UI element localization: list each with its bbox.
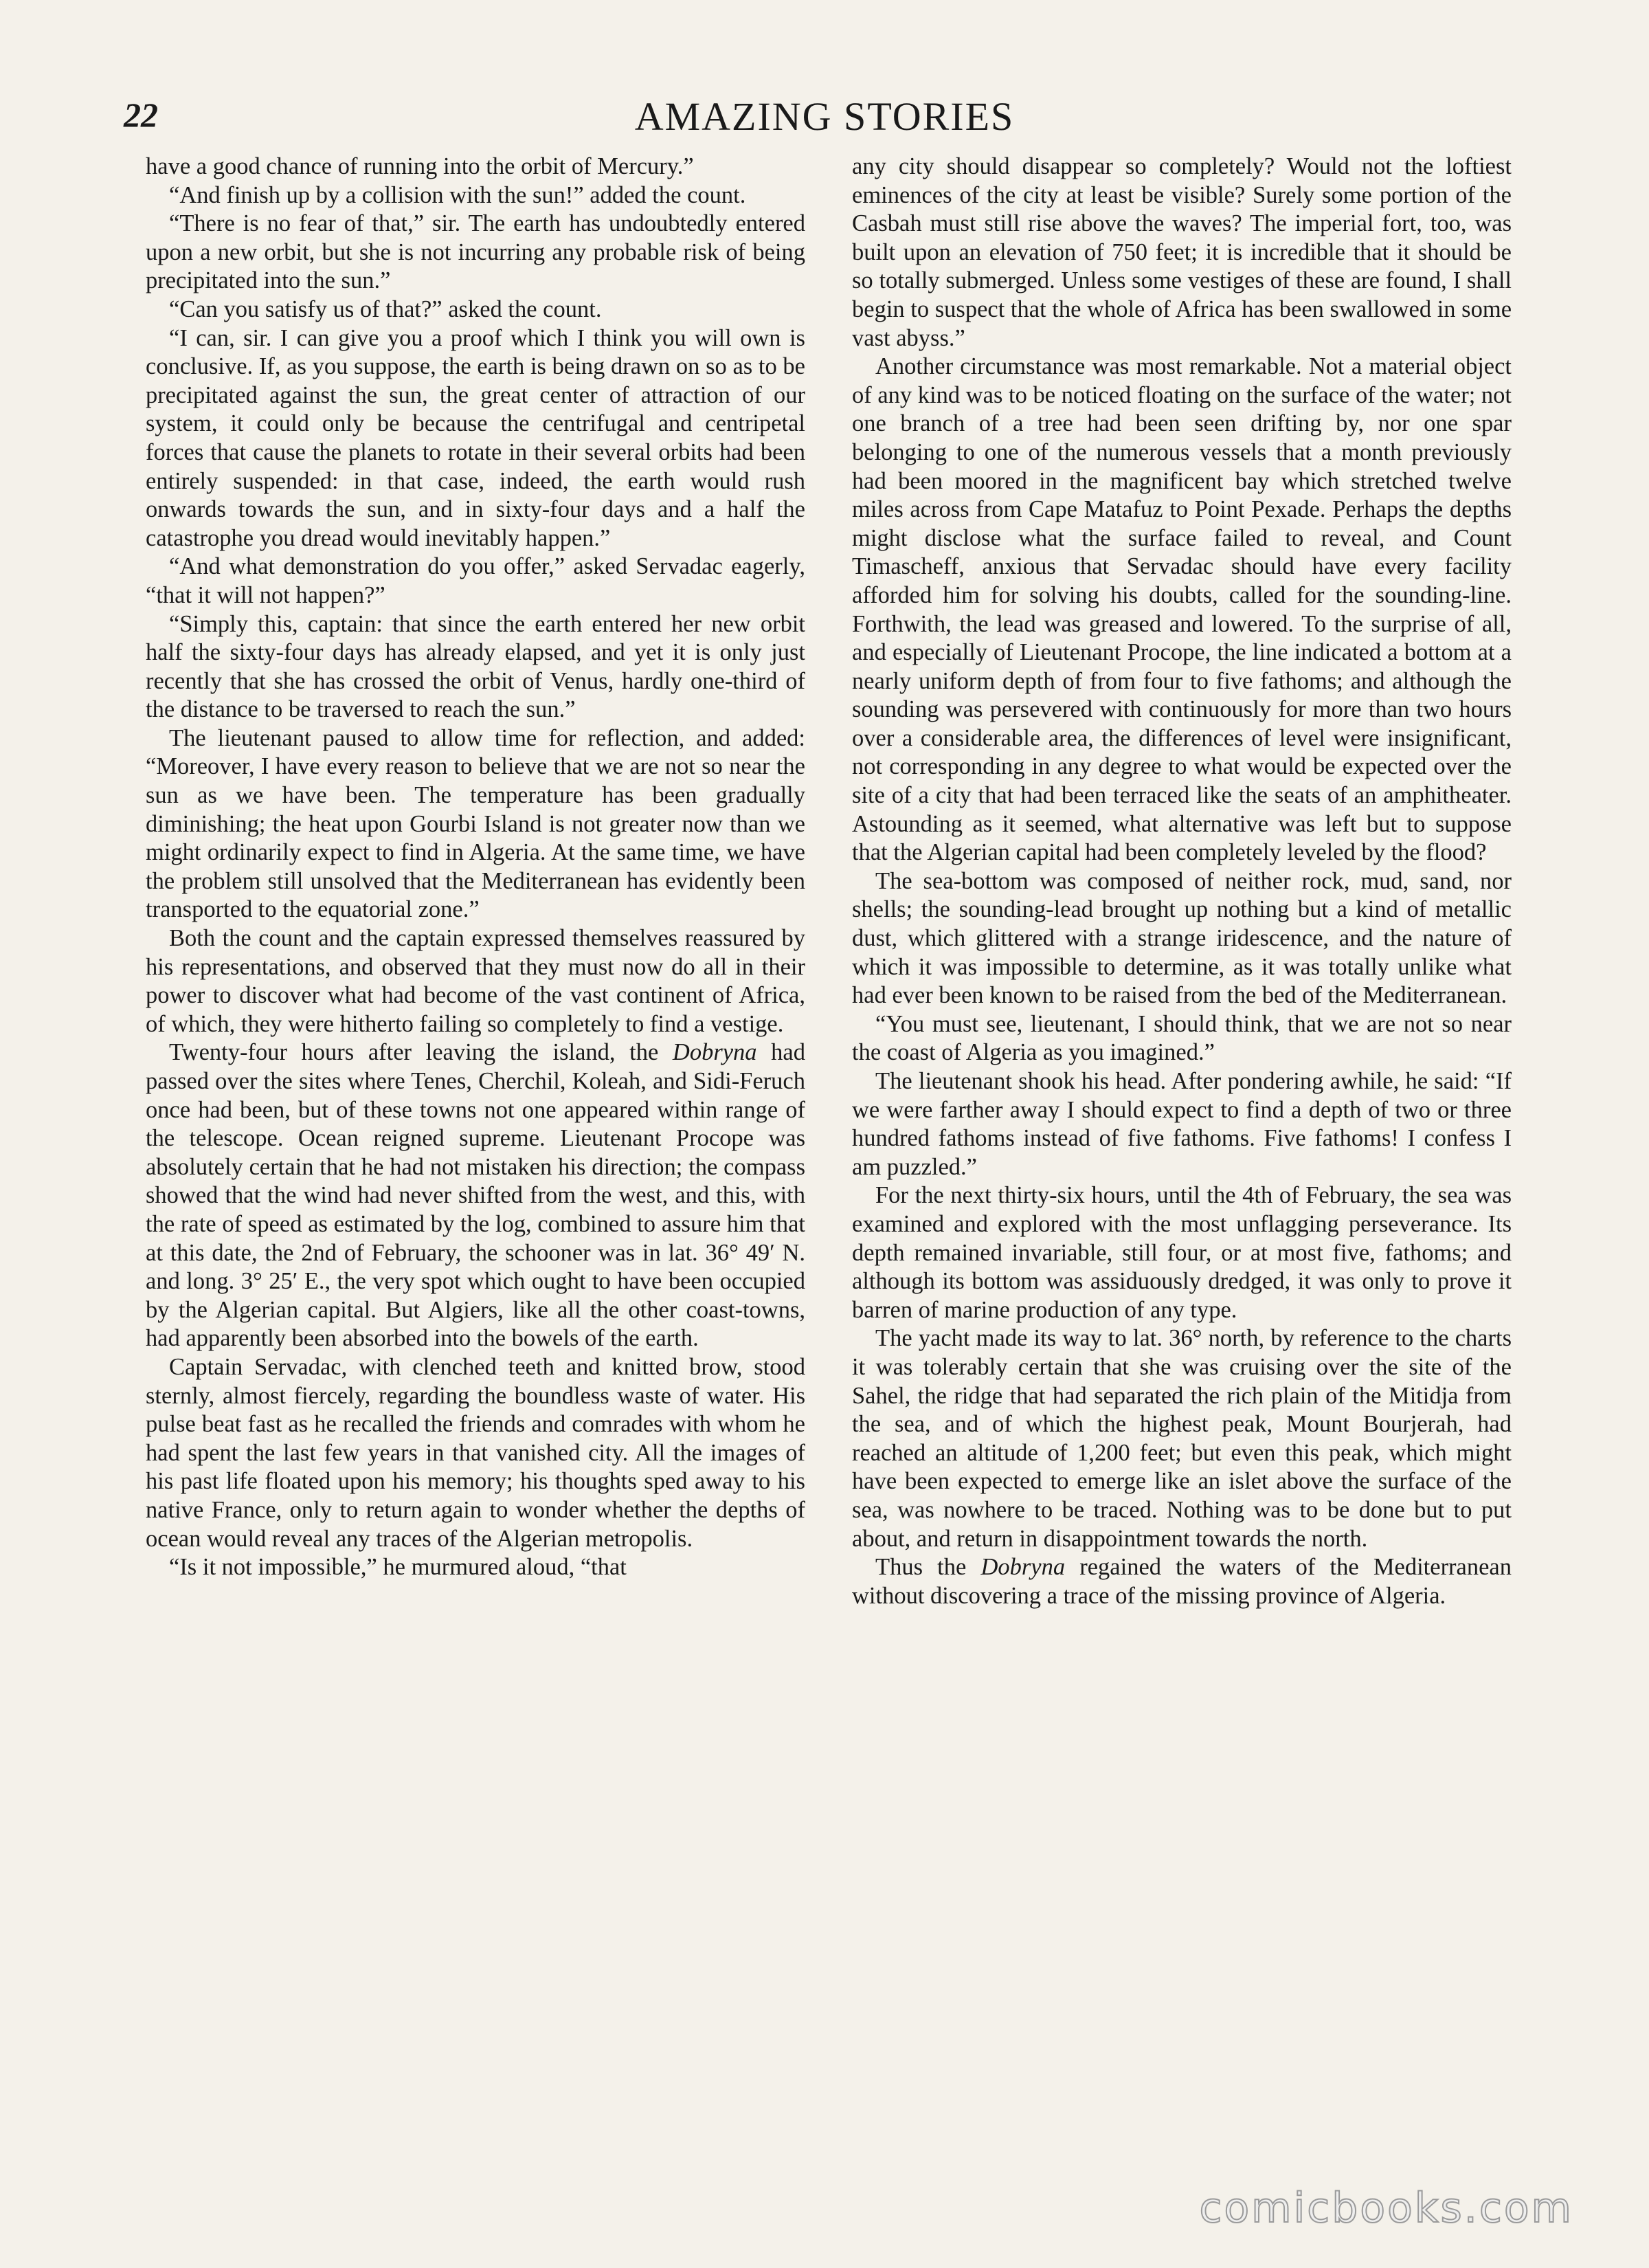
paragraph: The lieutenant shook his head. After pondering awhile, he said: “If we were farther away I should expect to find a depth of two or three hundred fathoms instead of five fathoms. Five fathoms! I confess I am puzzled.” (852, 1068, 1512, 1180)
paragraph-text: had passed over the sites where Tenes, Cherchil, Koleah, and Sidi-Feruch once had been, but of these towns not one appeared within range of the telescope. Ocean reigned supreme. Lieutenant Procope was absolutely certain that he had not mistaken his direction; the compass showed that the wind had never shifted from the west, and this, with the rate of speed as estimated by the log, combined to assure him that at this date, the 2nd of February, the schooner was in lat. 36° 49′ N. and long. 3° 25′ E., the very spot which ought to have been occupied by the Algerian capital. But Algiers, like all the other coast-towns, had apparently been absorbed into the bowels of the earth. (146, 1039, 805, 1352)
paragraph: “Simply this, captain: that since the earth entered her new orbit half the sixty-four days has already elapsed, and yet it is only just recently that she has crossed the orbit of Venus, hardly one-third of the distance to be traversed to reach the sun.” (146, 610, 805, 723)
paragraph: “I can, sir. I can give you a proof which I think you will own is conclusive. If, as you suppose, the earth is being drawn on so as to be precipitated against the sun, the great center of attraction of our system, it could only be because the centrifugal and centripetal forces that cause the planets to rotate in their several orbits had been entirely suspended: in that case, indeed, the earth would rush onwards towards the sun, and in sixty-four days and a half the catastrophe you dread would inevitably happen.” (146, 324, 805, 551)
paragraph: “You must see, lieutenant, I should think, that we are not so near the coast of Algeria as you imagined.” (852, 1010, 1512, 1066)
watermark: comicbooks.com (1199, 2184, 1573, 2232)
paragraph: Both the count and the captain expressed themselves reassured by his representations, and observed that they must now do all in their power to discover what had become of the vast continent of Africa, of which, they were hitherto failing so completely to find a vestige. (146, 925, 805, 1037)
page-number: 22 (124, 96, 158, 134)
paragraph: The lieutenant paused to allow time for reflection, and added: “Moreover, I have every reason to believe that we are not so near the sun as we have been. The temperature has been gradually diminishing; the heat upon Gourbi Island is not greater now than we might ordinarily expect to find in Algeria. At the same time, we have the problem still unsolved that the Mediterranean has evidently been transported to the equatorial zone.” (146, 724, 805, 923)
left-column (146, 153, 805, 2159)
paragraph: The sea-bottom was composed of neither rock, mud, sand, nor shells; the sounding-lead brought up nothing but a kind of metallic dust, which glittered with a strange iridescence, and the nature of which it was impossible to determine, as it was totally unlike what had ever been known to be raised from the bed of the Mediterranean. (852, 867, 1512, 1009)
paragraph (852, 1553, 1512, 1610)
paragraph: have a good chance of running into the orbit of Mercury.” (146, 153, 694, 179)
paragraph: The yacht made its way to lat. 36° north, by reference to the charts it was tolerably certain that she was cruising over the site of the Sahel, the ridge that had separated the rich plain of the Mitidja from the sea, and of which the highest peak, Mount Bourjerah, had reached an altitude of 1,200 feet; but even this peak, which might have been expected to emerge like an islet above the surface of the sea, was nowhere to be traced. Nothing was to be done but to put about, and return in disappointment towards the north. (852, 1325, 1512, 1552)
paragraph-text: Twenty-four hours after leaving the island, the (169, 1039, 673, 1066)
paragraph: Another circumstance was most remarkable. Not a material object of any kind was to be noticed floating on the surface of the water; not one branch of a tree had been seen drifting by, nor one spar belonging to one of the numerous vessels that a month previously had been moored in the magnificent bay which stretched twelve miles across from Cape Matafuz to Point Pexade. Perhaps the depths might disclose what the surface failed to reveal, and Count Timascheff, anxious that Servadac should have every facility afforded him for solving his doubts, called for the sounding-line. Forthwith, the lead was greased and lowered. To the surprise of all, and especially of Lieutenant Procope, the line indicated a bottom at a nearly uniform depth of from four to five fathoms; and although the sounding was persevered with continuously for more than two hours over a considerable area, the differences of level were insignificant, not corresponding in any degree to what would be expected over the site of a city that had been terraced like the seats of an amphitheater. Astounding as it seemed, what alternative was left but to suppose that the Algerian capital had been completely leveled by the flood? (852, 353, 1512, 866)
paragraph-text: Thus the (875, 1554, 981, 1581)
paragraph: “Can you satisfy us of that?” asked the count. (169, 296, 602, 322)
paragraph: “And what demonstration do you offer,” asked Servadac eagerly, “that it will not happen?” (146, 553, 805, 608)
paragraph: “And finish up by a collision with the sun!” added the count. (169, 181, 746, 208)
ship-name: Dobryna (672, 1039, 757, 1066)
ship-name: Dobryna (980, 1554, 1066, 1581)
paragraph: Captain Servadac, with clenched teeth and knitted brow, stood sternly, almost fiercely, regarding the boundless waste of water. His pulse beat fast as he recalled the friends and comrades with whom he had spent the last few years in that vanished city. All the images of his past life floated upon his memory; his thoughts sped away to his native France, only to return again to wonder whether the depths of ocean would reveal any traces of the Algerian metropolis. (146, 1353, 805, 1552)
paragraph: “Is it not impossible,” he murmured aloud, “that (169, 1554, 627, 1581)
right-column (852, 153, 1512, 2159)
paragraph: For the next thirty-six hours, until the 4th of February, the sea was examined and explored with the most unflagging perseverance. Its depth remained invariable, still four, or at most five, fathoms; and although its bottom was assiduously dredged, it was only to prove it barren of marine production of any type. (852, 1182, 1512, 1323)
paragraph-text: regained the waters of the Mediterranean without discovering a trace of the missing province of Algeria. (852, 1554, 1512, 1609)
paragraph: “There is no fear of that,” sir. The earth has undoubtedly entered upon a new orbit, but she is not incurring any probable risk of being precipitated into the sun.” (146, 210, 805, 294)
article-body (146, 153, 1512, 2159)
paragraph: any city should disappear so completely? Would not the loftiest eminences of the city at least be visible? Surely some portion of the Casbah must still rise above the waves? The imperial fort, too, was built upon an elevation of 750 feet; it is incredible that it should be so totally submerged. Unless some vestiges of these are found, I shall begin to suspect that the whole of Africa has been swallowed in some vast abyss.” (852, 153, 1512, 351)
paragraph (146, 1038, 805, 1353)
running-title: AMAZING STORIES (634, 94, 1015, 139)
